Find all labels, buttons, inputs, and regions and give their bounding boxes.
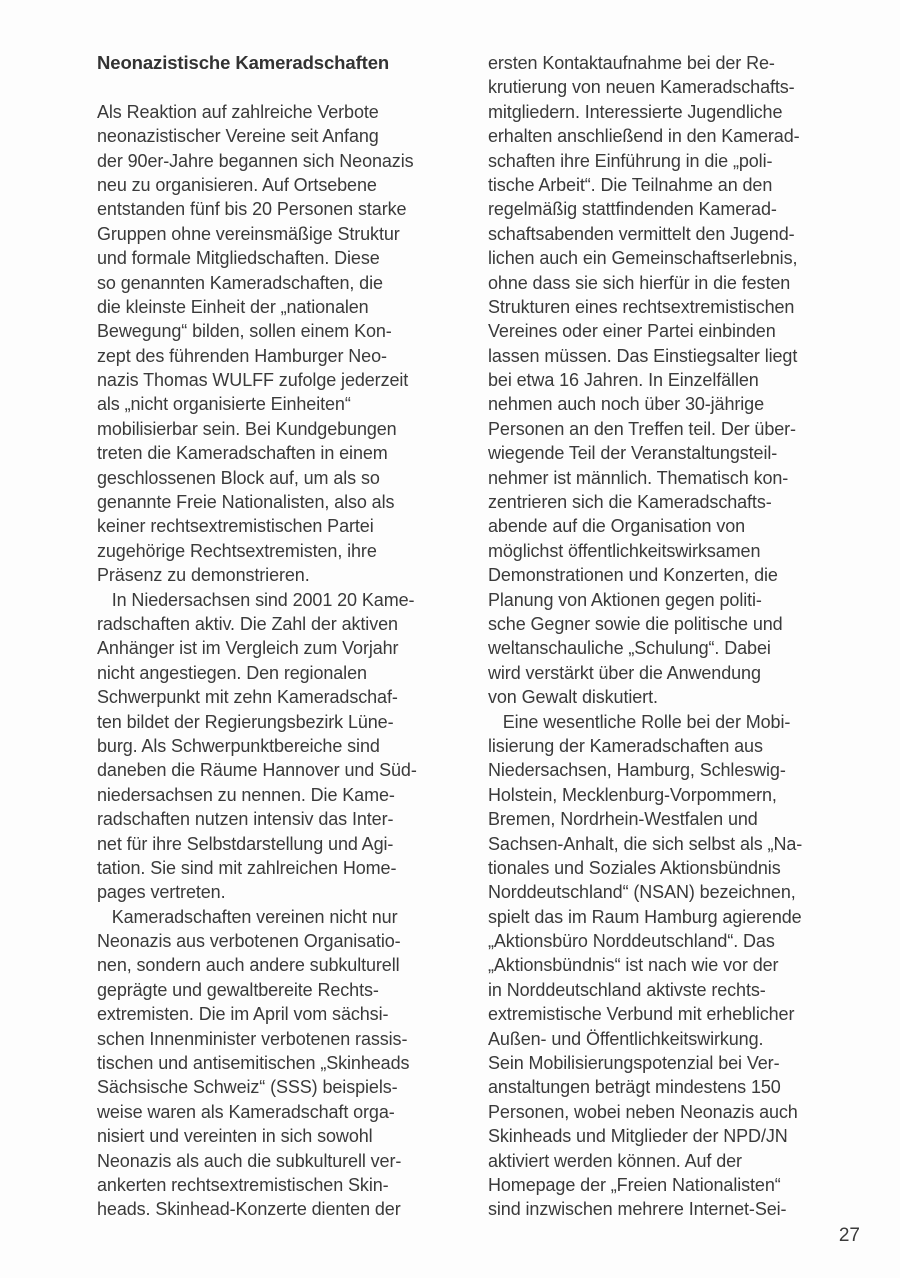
text-line: Präsenz zu demonstrieren. — [97, 565, 310, 586]
text-line: niedersachsen zu nennen. Die Kame- — [97, 784, 395, 805]
text-line: mitgliedern. Interessierte Jugendliche — [488, 101, 783, 122]
text-line: Kameradschaften vereinen nicht nur — [97, 906, 398, 927]
page-title: Neonazistische Kameradschaften — [97, 52, 390, 73]
text-columns — [97, 51, 846, 1222]
text-line: Außen- und Öffentlichkeitswirkung. — [488, 1028, 764, 1049]
text-line: treten die Kameradschaften in einem — [97, 443, 388, 464]
text-column-left — [97, 51, 455, 1222]
text-line: Personen an den Treffen teil. Der über- — [488, 418, 796, 439]
text-line: so genannten Kameradschaften, die — [97, 272, 383, 293]
text-line: regelmäßig stattfindenden Kamerad- — [488, 199, 777, 220]
text-line: schaftsabenden vermittelt den Jugend- — [488, 223, 795, 244]
text-line: anstaltungen beträgt mindestens 150 — [488, 1077, 781, 1098]
text-line: der 90er-Jahre begannen sich Neonazis — [97, 150, 414, 171]
text-line: neu zu organisieren. Auf Ortsebene — [97, 174, 377, 195]
text-line: Gruppen ohne vereinsmäßige Struktur — [97, 223, 400, 244]
text-line: in Norddeutschland aktivste rechts- — [488, 979, 766, 1000]
text-line: tation. Sie sind mit zahlreichen Home- — [97, 857, 397, 878]
text-line: ankerten rechtsextremistischen Skin- — [97, 1174, 389, 1195]
text-line: zept des führenden Hamburger Neo- — [97, 345, 387, 366]
text-line: ersten Kontaktaufnahme bei der Re- — [488, 53, 775, 73]
right-column-text — [488, 51, 846, 1222]
text-line: nisiert und vereinten in sich sowohl — [97, 1126, 373, 1147]
text-line: Vereines oder einer Partei einbinden — [488, 321, 776, 342]
text-line: Anhänger ist im Vergleich zum Vorjahr — [97, 638, 399, 659]
text-line: nazis Thomas WULFF zufolge jederzeit — [97, 370, 409, 391]
text-line: nicht angestiegen. Den regionalen — [97, 662, 367, 683]
text-line: geprägte und gewaltbereite Rechts- — [97, 979, 379, 1000]
text-line: lichen auch ein Gemeinschaftserlebnis, — [488, 248, 798, 269]
text-line: weise waren als Kameradschaft orga- — [97, 1101, 395, 1122]
text-line: Als Reaktion auf zahlreiche Verbote — [97, 101, 379, 122]
text-line: Eine wesentliche Rolle bei der Mobi- — [488, 711, 791, 732]
text-line: schen Innenminister verbotenen rassis- — [97, 1028, 408, 1049]
text-line: krutierung von neuen Kameradschafts- — [488, 77, 795, 98]
text-line: zentrieren sich die Kameradschafts- — [488, 492, 772, 513]
text-line: von Gewalt diskutiert. — [488, 687, 658, 708]
text-line: daneben die Räume Hannover und Süd- — [97, 760, 417, 781]
text-line: als „nicht organisierte Einheiten“ — [97, 394, 351, 415]
text-line: Demonstrationen und Konzerten, die — [488, 565, 778, 586]
text-line: Homepage der „Freien Nationalisten“ — [488, 1174, 781, 1195]
text-line: weltanschauliche „Schulung“. Dabei — [488, 638, 771, 659]
text-line: geschlossenen Block auf, um als so — [97, 467, 380, 488]
text-line: nehmen auch noch über 30-jährige — [488, 394, 764, 415]
text-line: ten bildet der Regierungsbezirk Lüne- — [97, 711, 394, 732]
text-line: mobilisierbar sein. Bei Kundgebungen — [97, 418, 397, 439]
text-line: neonazistischer Vereine seit Anfang — [97, 126, 379, 147]
text-line: Sein Mobilisierungspotenzial bei Ver- — [488, 1053, 780, 1074]
text-line: genannte Freie Nationalisten, also als — [97, 492, 395, 513]
page-number: 27 — [838, 1225, 860, 1246]
text-line: Norddeutschland“ (NSAN) bezeichnen, — [488, 882, 796, 903]
text-line: Holstein, Mecklenburg-Vorpommern, — [488, 784, 777, 805]
text-line: Sachsen-Anhalt, die sich selbst als „Na- — [488, 833, 803, 854]
text-line: Planung von Aktionen gegen politi- — [488, 589, 762, 610]
text-line: In Niedersachsen sind 2001 20 Kame- — [97, 589, 415, 610]
text-line: Sächsische Schweiz“ (SSS) beispiels- — [97, 1077, 398, 1098]
text-line: radschaften nutzen intensiv das Inter- — [97, 809, 394, 830]
text-line: tischen und antisemitischen „Skinheads — [97, 1053, 410, 1074]
text-line: extremistische Verbund mit erheblicher — [488, 1004, 795, 1025]
left-column-text — [97, 100, 455, 1222]
text-line: abende auf die Organisation von — [488, 516, 746, 537]
text-line: wird verstärkt über die Anwendung — [488, 662, 761, 683]
text-line: wiegende Teil der Veranstaltungsteil- — [488, 443, 778, 464]
text-line: und formale Mitgliedschaften. Diese — [97, 248, 380, 269]
text-line: Niedersachsen, Hamburg, Schleswig- — [488, 760, 786, 781]
text-line: radschaften aktiv. Die Zahl der aktiven — [97, 613, 398, 634]
text-line: ohne dass sie sich hierfür in die festen — [488, 272, 791, 293]
text-line: Neonazis aus verbotenen Organisatio- — [97, 931, 401, 952]
text-line: schaften ihre Einführung in die „poli- — [488, 150, 773, 171]
text-line: „Aktionsbündnis“ ist nach wie vor der — [488, 955, 779, 976]
text-line: tionales und Soziales Aktionsbündnis — [488, 857, 781, 878]
text-line: bei etwa 16 Jahren. In Einzelfällen — [488, 370, 759, 391]
text-line: extremisten. Die im April vom sächsi- — [97, 1004, 389, 1025]
text-line: tische Arbeit“. Die Teilnahme an den — [488, 174, 773, 195]
text-line: sind inzwischen mehrere Internet-Sei- — [488, 1199, 787, 1220]
text-column-right — [488, 51, 846, 1222]
text-line: net für ihre Selbstdarstellung und Agi- — [97, 833, 394, 854]
text-line: heads. Skinhead-Konzerte dienten der — [97, 1199, 401, 1220]
text-line: Schwerpunkt mit zehn Kameradschaf- — [97, 687, 398, 708]
text-line: sche Gegner sowie die politische und — [488, 613, 783, 634]
text-line: Bremen, Nordrhein-Westfalen und — [488, 809, 758, 830]
text-line: nen, sondern auch andere subkulturell — [97, 955, 400, 976]
text-line: Neonazis als auch die subkulturell ver- — [97, 1150, 402, 1171]
text-line: Personen, wobei neben Neonazis auch — [488, 1101, 798, 1122]
text-line: keiner rechtsextremistischen Partei — [97, 516, 374, 537]
text-line: die kleinste Einheit der „nationalen — [97, 296, 369, 317]
text-line: erhalten anschließend in den Kamerad- — [488, 126, 800, 147]
text-line: zugehörige Rechtsextremisten, ihre — [97, 540, 377, 561]
text-line: aktiviert werden können. Auf der — [488, 1150, 742, 1171]
text-line: entstanden fünf bis 20 Personen starke — [97, 199, 407, 220]
text-line: „Aktionsbüro Norddeutschland“. Das — [488, 931, 775, 952]
text-line: Strukturen eines rechtsextremistischen — [488, 296, 795, 317]
text-line: nehmer ist männlich. Thematisch kon- — [488, 467, 789, 488]
text-line: Skinheads und Mitglieder der NPD/JN — [488, 1126, 788, 1147]
text-line: pages vertreten. — [97, 882, 226, 903]
text-line: spielt das im Raum Hamburg agierende — [488, 906, 802, 927]
text-line: Bewegung“ bilden, sollen einem Kon- — [97, 321, 392, 342]
text-line: möglichst öffentlichkeitswirksamen — [488, 540, 761, 561]
text-line: burg. Als Schwerpunktbereiche sind — [97, 735, 380, 756]
text-line: lisierung der Kameradschaften aus — [488, 735, 763, 756]
text-line: lassen müssen. Das Einstiegsalter liegt — [488, 345, 798, 366]
